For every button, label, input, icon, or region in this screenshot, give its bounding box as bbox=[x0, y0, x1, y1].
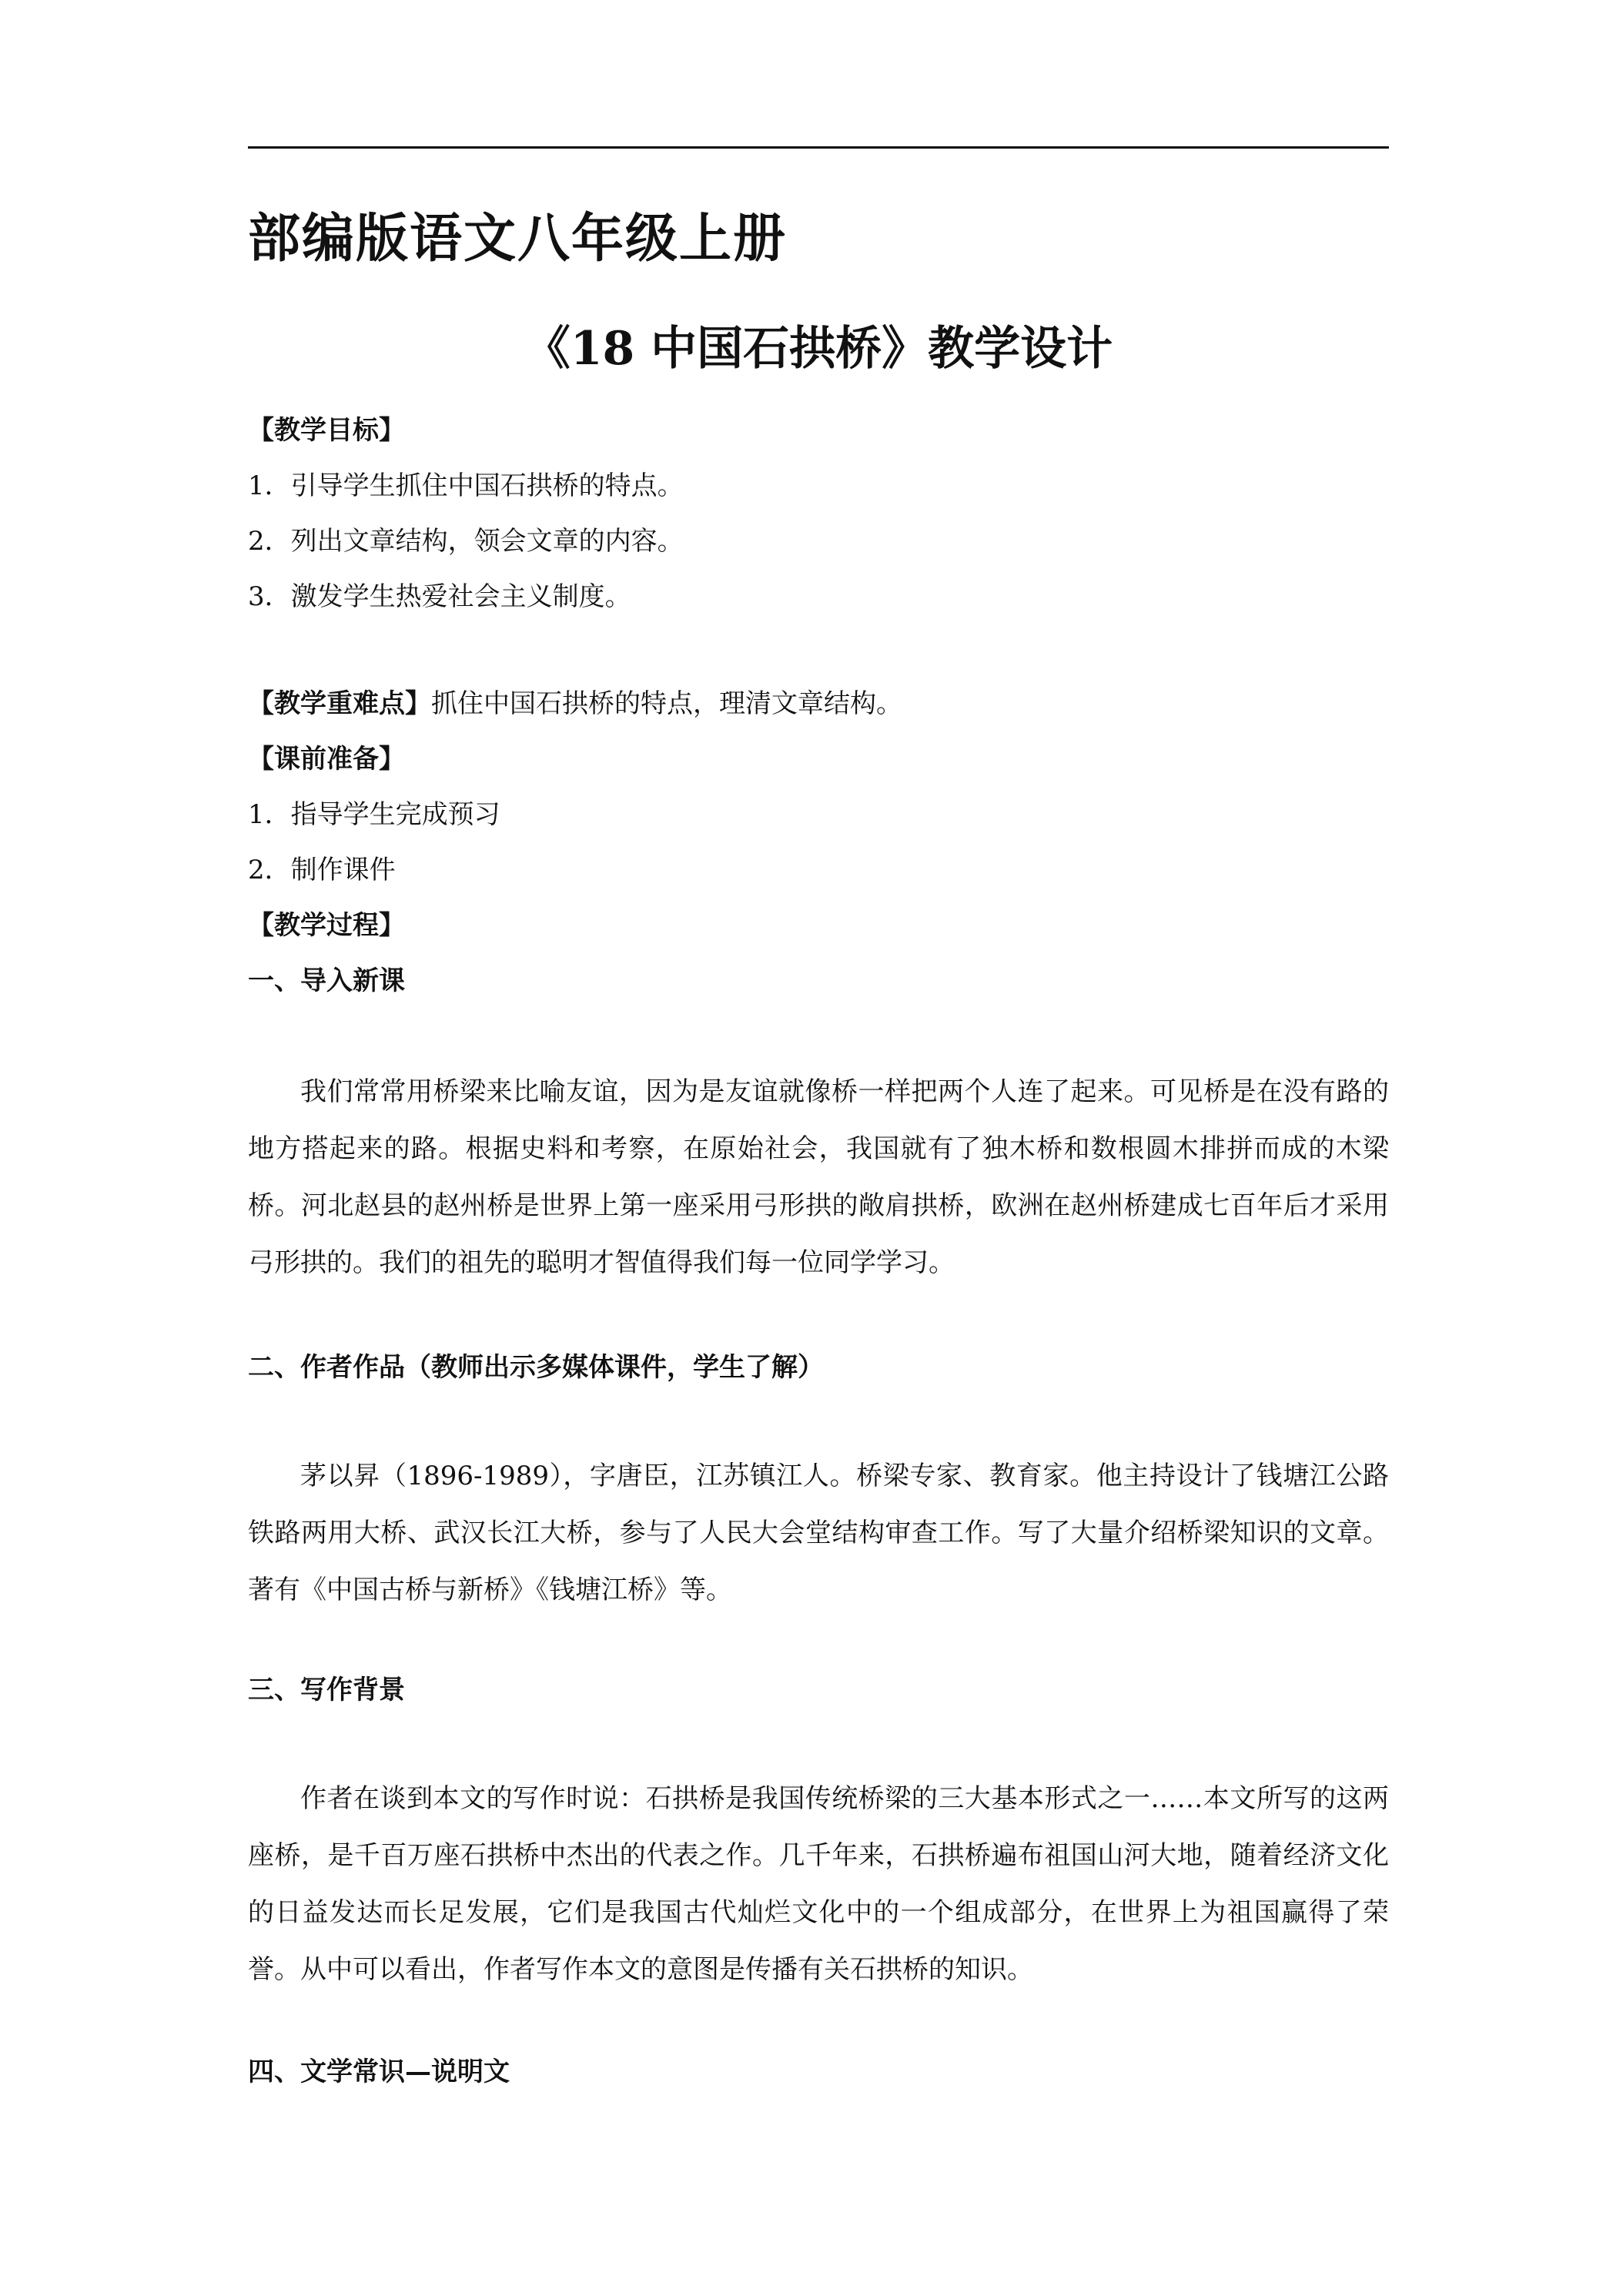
series-title: 部编版语文八年级上册 bbox=[248, 208, 788, 269]
section-body-background: 作者在谈到本文的写作时说：石拱桥是我国传统桥梁的三大基本形式之一……本文所写的这两座桥，是千百万座石拱桥中杰出的代表之作。几千年来，石拱桥遍布祖国山河大地，随着经济文化的日益发达而长足发展，它们是我国古代灿烂文化中的一个组成部分，在世界上为祖国赢得了荣誉。从中可以看出，作者写作本文的意图是传播有关石拱桥的知识。 bbox=[248, 1783, 1389, 1985]
header-rule bbox=[248, 146, 1389, 149]
preparation-item-2: 2．制作课件 bbox=[248, 855, 396, 885]
document-title: 《18 中国石拱桥》教学设计 bbox=[524, 322, 1113, 376]
preparation-item-1: 1．指导学生完成预习 bbox=[248, 799, 500, 830]
process-heading: 【教学过程】 bbox=[248, 910, 405, 941]
key-points-text: 抓住中国石拱桥的特点，理清文章结构。 bbox=[431, 688, 902, 719]
objectives-heading: 【教学目标】 bbox=[248, 415, 405, 446]
section-body-author: 茅以昇（1896-1989），字唐臣，江苏镇江人。桥梁专家、教育家。他主持设计了钱塘江公路铁路两用大桥、武汉长江大桥，参与了人民大会堂结构审查工作。写了大量介绍桥梁知识的文章。著有《中国古桥与新桥》《钱塘江桥》等。 bbox=[248, 1461, 1389, 1605]
objective-item-1: 1．引导学生抓住中国石拱桥的特点。 bbox=[248, 470, 684, 501]
section-title-literature: 四、文学常识—说明文 bbox=[248, 2057, 510, 2087]
key-points-line bbox=[248, 685, 1389, 722]
section-body-intro: 我们常常用桥梁来比喻友谊，因为是友谊就像桥一样把两个人连了起来。可见桥是在没有路的地方搭起来的路。根据史料和考察，在原始社会，我国就有了独木桥和数根圆木排拼而成的木梁桥。河北赵县的赵州桥是世界上第一座采用弓形拱的敞肩拱桥，欧洲在赵州桥建成七百年后才采用弓形拱的。我们的祖先的聪明才智值得我们每一位同学学习。 bbox=[248, 1076, 1389, 1278]
objective-item-2: 2．列出文章结构，领会文章的内容。 bbox=[248, 526, 684, 557]
key-points-heading: 【教学重难点】 bbox=[248, 688, 431, 719]
section-title-intro: 一、导入新课 bbox=[248, 966, 405, 996]
section-title-author: 二、作者作品（教师出示多媒体课件，学生了解） bbox=[248, 1352, 824, 1383]
preparation-heading: 【课前准备】 bbox=[248, 744, 405, 775]
section-title-background: 三、写作背景 bbox=[248, 1675, 405, 1705]
objective-item-3: 3．激发学生热爱社会主义制度。 bbox=[248, 581, 631, 612]
